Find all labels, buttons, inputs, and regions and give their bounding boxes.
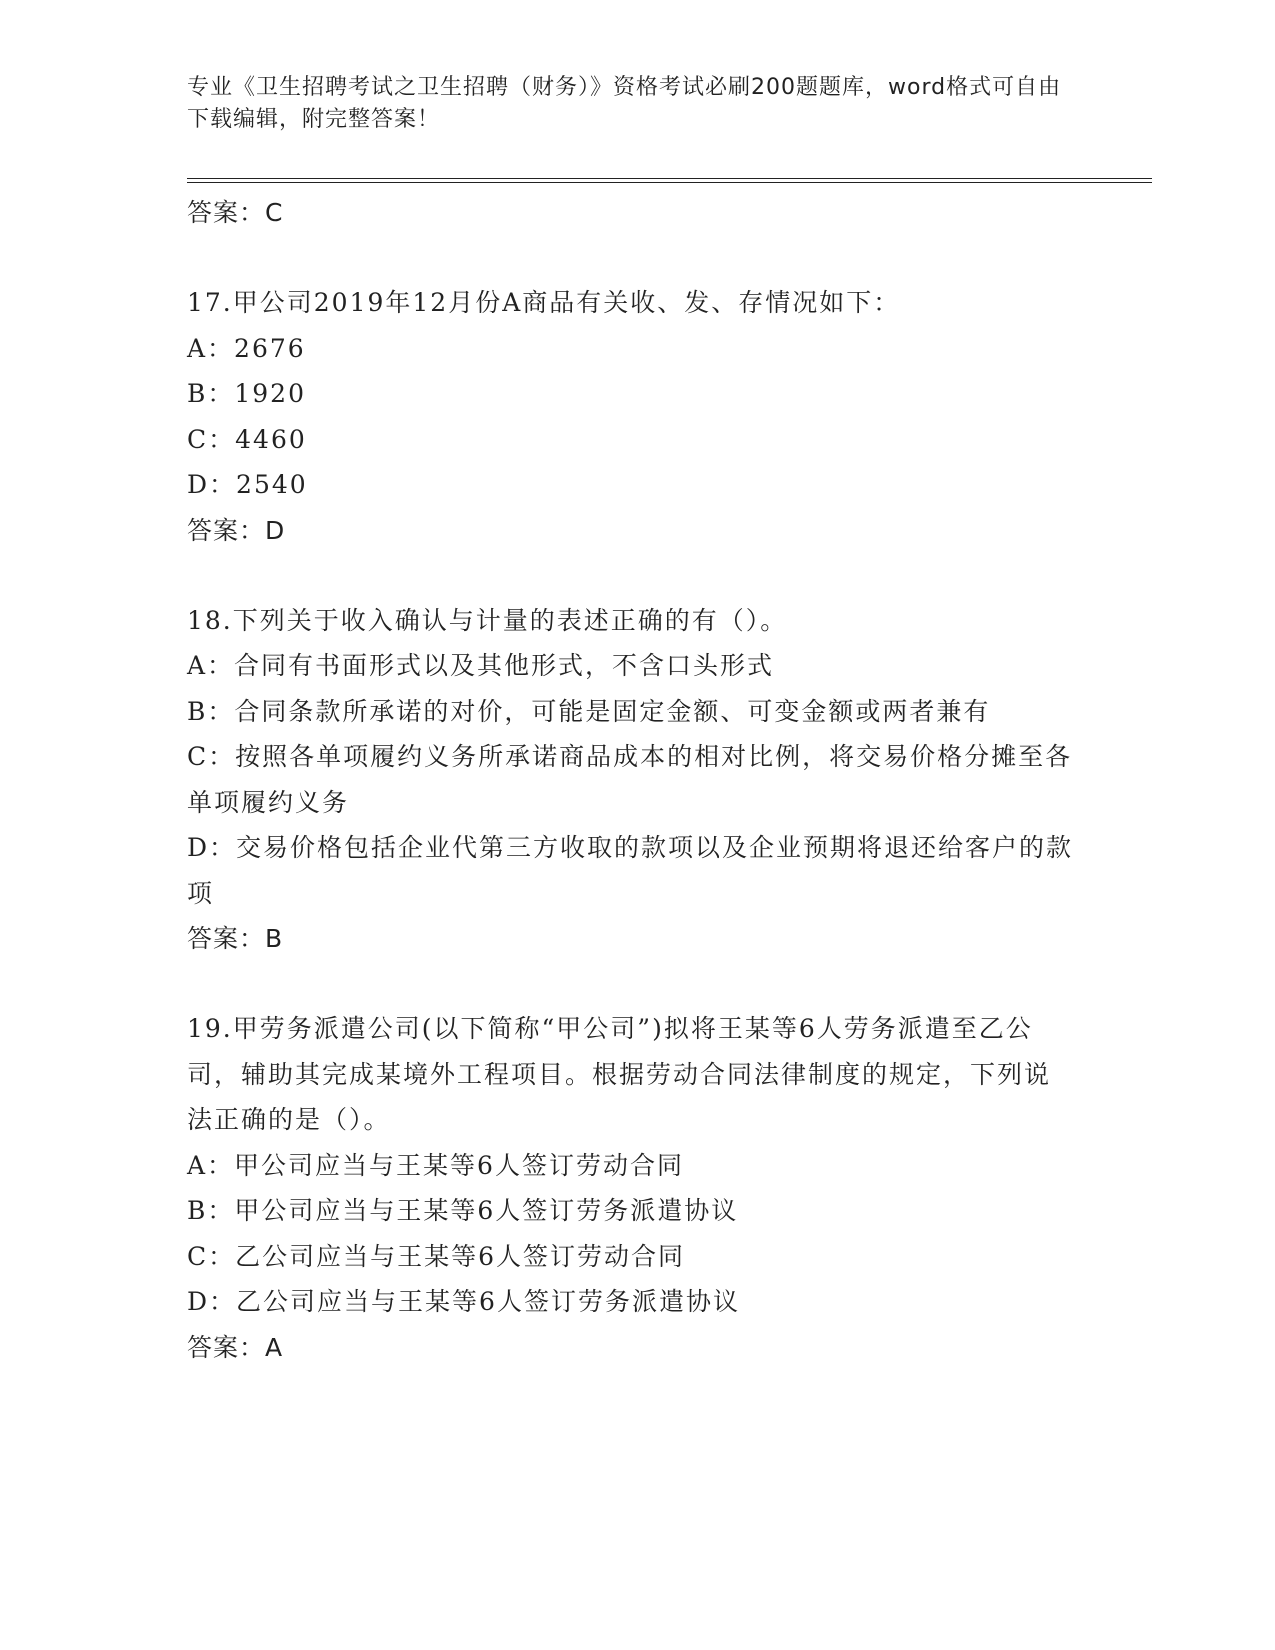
- answer: 答案：D: [187, 515, 286, 545]
- option-a: A：甲公司应当与王某等6人签订劳动合同: [187, 1150, 684, 1180]
- document-header-text: 专业《卫生招聘考试之卫生招聘（财务）》资格考试必刷200题题库，word格式可自由下载编辑，附完整答案！: [187, 75, 1062, 132]
- option-b: B：甲公司应当与王某等6人签订劳务派遣协议: [187, 1196, 739, 1225]
- option-d: D：交易价格包括企业代第三方收取的款项以及企业预期将退还给客户的款项: [187, 833, 1074, 908]
- answer: 答案：A: [187, 1332, 284, 1362]
- option-d: D：乙公司应当与王某等6人签订劳务派遣协议: [187, 1287, 740, 1316]
- header-double-rule: [187, 178, 1152, 183]
- question-18: [187, 598, 1077, 963]
- question-title: 18.下列关于收入确认与计量的表述正确的有（）。: [187, 605, 788, 635]
- option-c: C：按照各单项履约义务所承诺商品成本的相对比例，将交易价格分摊至各单项履约义务: [187, 742, 1073, 817]
- answer: 答案：B: [187, 924, 284, 953]
- option-a: A：合同有书面形式以及其他形式，不含口头形式: [187, 651, 775, 680]
- question-title: 17.甲公司2019年12月份A商品有关收、发、存情况如下：: [187, 288, 901, 317]
- option-c: C：4460: [187, 424, 307, 454]
- option-b: B：1920: [187, 379, 306, 408]
- option-c: C：乙公司应当与王某等6人签订劳动合同: [187, 1241, 686, 1271]
- document-content: [187, 190, 1077, 1371]
- question-title: 19.甲劳务派遣公司(以下简称“甲公司”)拟将王某等6人劳务派遣至乙公司，辅助其完成某境外工程项目。根据劳动合同法律制度的规定，下列说法正确的是（）。: [187, 1014, 1052, 1134]
- question-19: [187, 1006, 1077, 1371]
- question-17: [187, 280, 1077, 554]
- option-a: A：2676: [187, 333, 306, 363]
- previous-answer: 答案：C: [187, 198, 284, 227]
- option-d: D：2540: [187, 470, 308, 499]
- option-b: B：合同条款所承诺的对价，可能是固定金额、可变金额或两者兼有: [187, 696, 991, 726]
